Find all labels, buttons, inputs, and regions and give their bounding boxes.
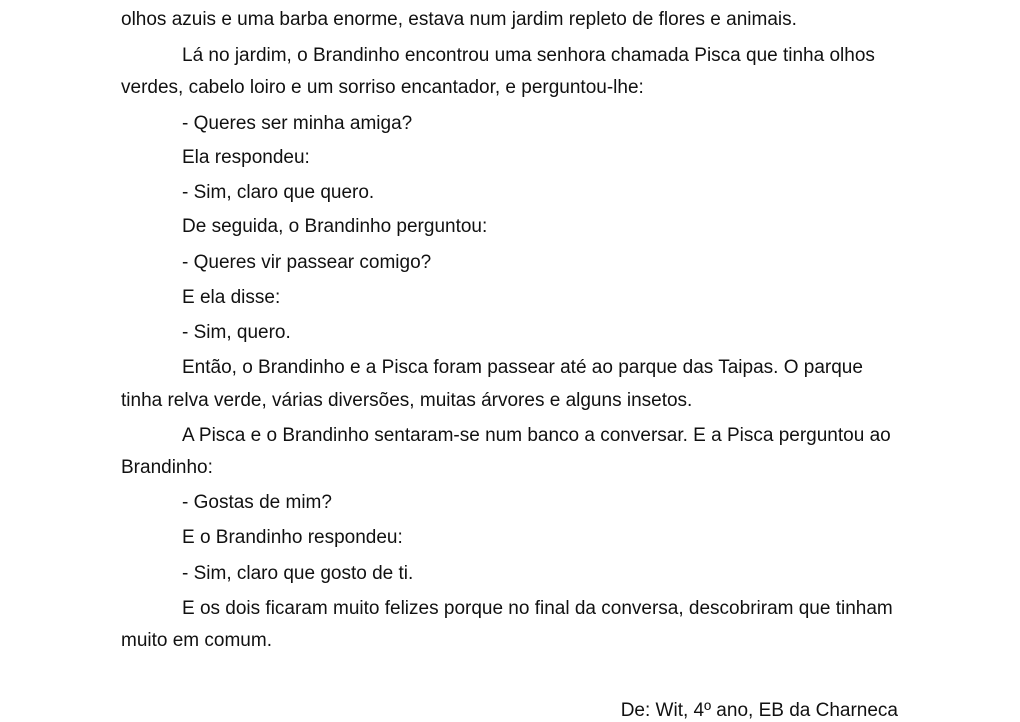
dialogue-line: - Sim, claro que gosto de ti. <box>182 563 414 584</box>
text-line: Brandinho: <box>121 457 213 478</box>
text-line: E ela disse: <box>182 287 281 308</box>
text-line: E o Brandinho respondeu: <box>182 527 403 548</box>
text-line: Ela respondeu: <box>182 147 310 168</box>
text-line: verdes, cabelo loiro e um sorriso encantador, e perguntou-lhe: <box>121 77 644 98</box>
dialogue-line: - Queres vir passear comigo? <box>182 252 432 273</box>
text-line: Lá no jardim, o Brandinho encontrou uma senhora chamada Pisca que tinha olhos <box>182 45 875 66</box>
text-line: muito em comum. <box>121 630 272 651</box>
text-line: olhos azuis e uma barba enorme, estava num jardim repleto de flores e animais. <box>121 9 797 30</box>
text-line: De seguida, o Brandinho perguntou: <box>182 216 488 237</box>
dialogue-line: - Gostas de mim? <box>182 492 332 513</box>
dialogue-line: - Sim, claro que quero. <box>182 182 375 203</box>
dialogue-line: - Queres ser minha amiga? <box>182 113 413 134</box>
text-line: Então, o Brandinho e a Pisca foram passear até ao parque das Taipas. O parque <box>182 357 863 378</box>
text-line: E os dois ficaram muito felizes porque no final da conversa, descobriram que tinham <box>182 598 893 619</box>
dialogue-line: - Sim, quero. <box>182 322 291 343</box>
text-line: tinha relva verde, várias diversões, muitas árvores e alguns insetos. <box>121 390 693 411</box>
author-signature: De: Wit, 4º ano, EB da Charneca <box>620 700 898 721</box>
text-line: A Pisca e o Brandinho sentaram-se num banco a conversar. E a Pisca perguntou ao <box>182 425 891 446</box>
